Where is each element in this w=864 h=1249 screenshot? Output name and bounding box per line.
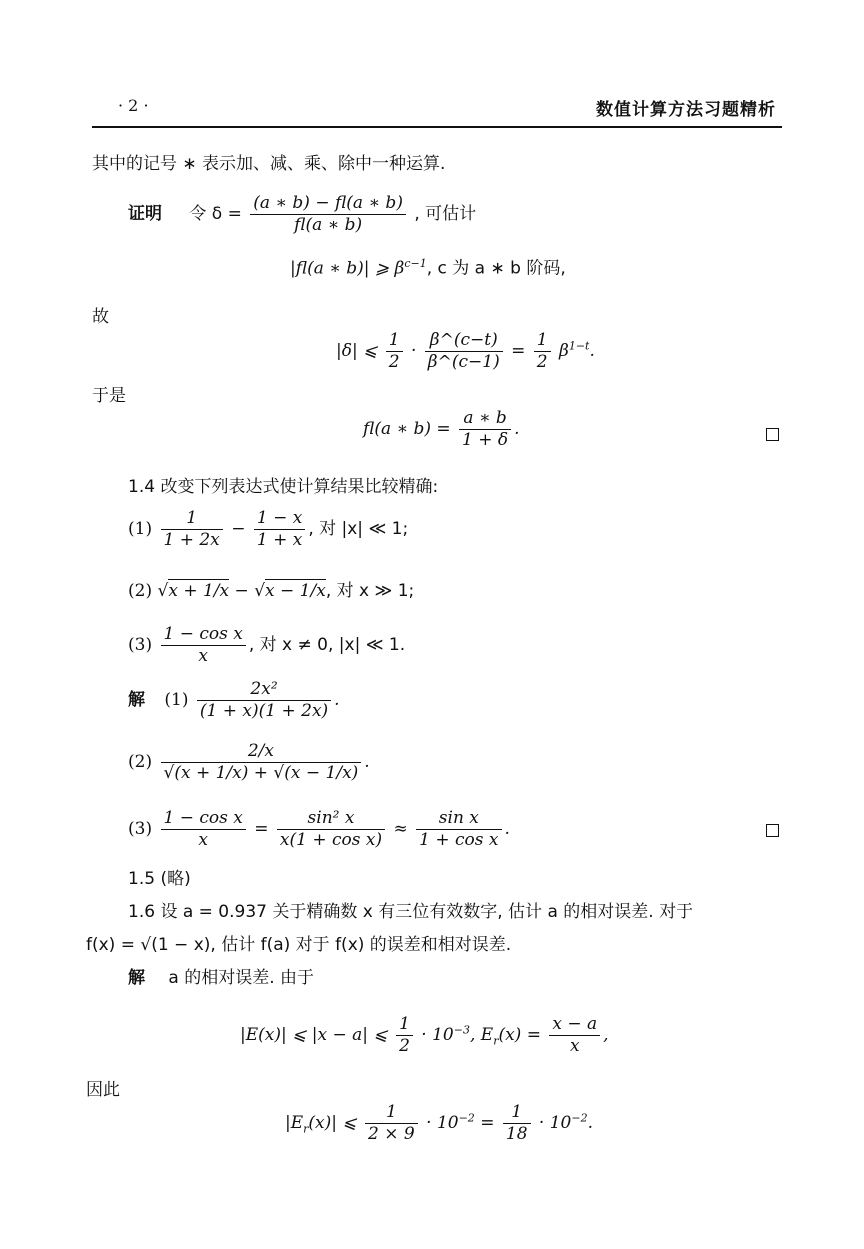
item-3-frac [161, 626, 246, 665]
text-yushi: 于是 [92, 386, 126, 406]
s3-label: (3) [128, 819, 153, 839]
problem-1-5: 1.5 (略) [128, 869, 191, 889]
eq4-half [396, 1016, 413, 1055]
proof-tail: , 可估计 [414, 204, 477, 224]
solution-label: 解 [128, 690, 145, 710]
eq2-f3-den: 2 [536, 352, 548, 372]
eq5-frac-2 [503, 1104, 531, 1143]
i1-minus: − [231, 519, 246, 539]
qed-box-1 [766, 428, 779, 441]
item-3 [128, 626, 405, 665]
delta-fraction [250, 195, 406, 234]
s3-f2-den: x(1 + cos x) [279, 830, 383, 850]
eq4-sub: r [493, 1034, 499, 1048]
eq2-rhs: β [559, 341, 569, 361]
i2-sqrt-2: x − 1/x [265, 581, 326, 601]
proof-intro: 令 δ = [189, 204, 242, 224]
eq5-eq: = [480, 1113, 495, 1133]
equation-fl-bound [290, 258, 566, 278]
eq2-equals: = [511, 341, 526, 361]
eq4-rel-frac [549, 1016, 600, 1055]
eq5-f2-den: 18 [505, 1124, 528, 1144]
page-number: · 2 · [118, 96, 149, 115]
eq2-f2-den: β^(c−1) [427, 352, 500, 372]
s3-eq: = [254, 819, 269, 839]
delta-numerator: (a ∗ b) − fl(a ∗ b) [250, 195, 406, 215]
eq2-dot: · [410, 341, 417, 361]
eq5-f1-num: 1 [365, 1104, 418, 1124]
item-2 [128, 583, 414, 600]
eq5-mid: · 10 [426, 1113, 459, 1133]
eq2-beta-ratio [425, 332, 503, 371]
i3-den: x [198, 646, 208, 666]
eq5-f1-den: 2 × 9 [368, 1124, 415, 1144]
item-2-label: (2) [128, 581, 153, 601]
s3-f2-num: sin² x [277, 810, 385, 830]
eq5-dot: . [587, 1113, 593, 1133]
sqrt-sign-1: √ [157, 581, 169, 601]
i3-tail: , 对 x ≠ 0, |x| ≪ 1. [248, 635, 406, 655]
s3-frac-1 [161, 810, 246, 849]
eq4-f2-den: x [569, 1036, 580, 1056]
equation-error-bound [240, 1016, 609, 1055]
eq3-lhs: fl(a ∗ b) = [363, 419, 451, 439]
eq4-f2-num: x − a [549, 1016, 600, 1036]
eq5-end: · 10 [538, 1113, 572, 1133]
equation-relative-error [285, 1104, 593, 1143]
eq4-sep: , E [469, 1025, 494, 1045]
eq4-mid: · 10 [421, 1025, 454, 1045]
eq4-end: , [603, 1025, 609, 1045]
text-gu: 故 [92, 307, 109, 327]
eq5-exp-2: −2 [571, 1111, 588, 1125]
item-1-frac-1 [161, 510, 223, 549]
eq2-lhs: |δ| ⩽ [336, 341, 378, 361]
s1-label: (1) [164, 690, 189, 710]
text-yinci: 因此 [86, 1080, 120, 1100]
problem-1-6-line-1: 1.6 设 a = 0.937 关于精确数 x 有三位有效数字, 估计 a 的相对误差. 对于 [128, 902, 694, 922]
eq4-lhs: |E(x)| ⩽ |x − a| ⩽ [240, 1025, 388, 1045]
solution-2-text: a 的相对误差. 由于 [168, 968, 315, 988]
delta-denominator: fl(a ∗ b) [294, 215, 363, 235]
s2-end: . [364, 752, 370, 772]
eq2-f1-num: 1 [386, 332, 403, 352]
i2-sqrt-1: x + 1/x [168, 581, 230, 601]
proof-line [128, 195, 476, 234]
eq4-er: (x) = [498, 1025, 541, 1045]
sqrt-sign-2: √ [254, 581, 266, 601]
i3-num: 1 − cos x [161, 626, 246, 646]
proof-label: 证明 [128, 204, 162, 224]
eq1-main: |fl(a ∗ b)| ⩾ β [290, 258, 405, 279]
s1-den: (1 + x)(1 + 2x) [199, 701, 329, 721]
i1-f1-den: 1 + 2x [163, 530, 220, 550]
i1-f2-num: 1 − x [254, 510, 305, 530]
i2-minus: − [234, 581, 249, 601]
item-1-frac-2 [254, 510, 305, 549]
eq2-half-1 [386, 332, 403, 371]
s3-approx: ≈ [393, 819, 408, 839]
eq2-f3-num: 1 [534, 332, 551, 352]
s1-end: . [334, 690, 340, 710]
equation-fl-result [363, 410, 520, 449]
s2-num: 2/x [161, 743, 362, 763]
eq5-f2-num: 1 [503, 1104, 531, 1124]
s3-f3-den: 1 + cos x [419, 830, 499, 850]
eq5-exp: −2 [458, 1111, 475, 1125]
eq3-fraction [459, 410, 511, 449]
item-1-label: (1) [128, 519, 153, 539]
eq2-end: . [589, 341, 595, 361]
eq4-f-den: 2 [399, 1036, 410, 1056]
solution-2-label: 解 [128, 968, 145, 988]
i1-f2-den: 1 + x [256, 530, 303, 550]
i1-tail: , 对 |x| ≪ 1; [308, 519, 409, 539]
eq5-lhs2: (x)| ⩽ [308, 1113, 357, 1133]
s3-f1-num: 1 − cos x [161, 810, 246, 830]
item-3-label: (3) [128, 635, 153, 655]
equation-delta-bound [336, 332, 595, 371]
qed-box-2 [766, 824, 779, 837]
problem-1-4: 1.4 改变下列表达式使计算结果比较精确: [128, 477, 439, 497]
s1-num: 2x² [197, 681, 331, 701]
text-line-operation-note: 其中的记号 ∗ 表示加、减、乘、除中一种运算. [92, 154, 446, 174]
s2-den: √(x + 1/x) + √(x − 1/x) [163, 763, 359, 783]
s2-label: (2) [128, 752, 153, 772]
eq5-sub: r [303, 1122, 309, 1136]
running-header-title: 数值计算方法习题精析 [596, 100, 776, 120]
s3-frac-2 [277, 810, 385, 849]
eq4-f-num: 1 [396, 1016, 413, 1036]
eq5-lhs: |E [285, 1113, 304, 1133]
eq2-rhs-exp: 1−t [568, 339, 590, 353]
s3-f3-num: sin x [416, 810, 501, 830]
solution-1-6-intro [128, 970, 314, 987]
solution-3 [128, 810, 510, 849]
eq3-den: 1 + δ [462, 430, 509, 450]
s1-frac [197, 681, 331, 720]
eq5-frac-1 [365, 1104, 418, 1143]
eq1-exponent: c−1 [404, 257, 427, 270]
header-rule [92, 126, 782, 128]
i2-tail: , 对 x ≫ 1; [325, 581, 415, 601]
eq1-tail: , c 为 a ∗ b 阶码, [426, 258, 566, 279]
i1-f1-num: 1 [161, 510, 223, 530]
item-1 [128, 510, 408, 549]
eq4-exp: −3 [453, 1023, 470, 1037]
s3-end: . [504, 819, 510, 839]
eq3-end: . [514, 419, 520, 439]
eq2-half-2 [534, 332, 551, 371]
eq2-f2-num: β^(c−t) [425, 332, 503, 352]
s3-frac-3 [416, 810, 501, 849]
s2-frac [161, 743, 362, 782]
eq2-f1-den: 2 [388, 352, 400, 372]
solution-1 [128, 681, 340, 720]
solution-2 [128, 743, 370, 782]
eq3-num: a ∗ b [459, 410, 511, 430]
problem-1-6-line-2: f(x) = √(1 − x), 估计 f(a) 对于 f(x) 的误差和相对误差. [86, 935, 512, 955]
s3-f1-den: x [198, 830, 208, 850]
